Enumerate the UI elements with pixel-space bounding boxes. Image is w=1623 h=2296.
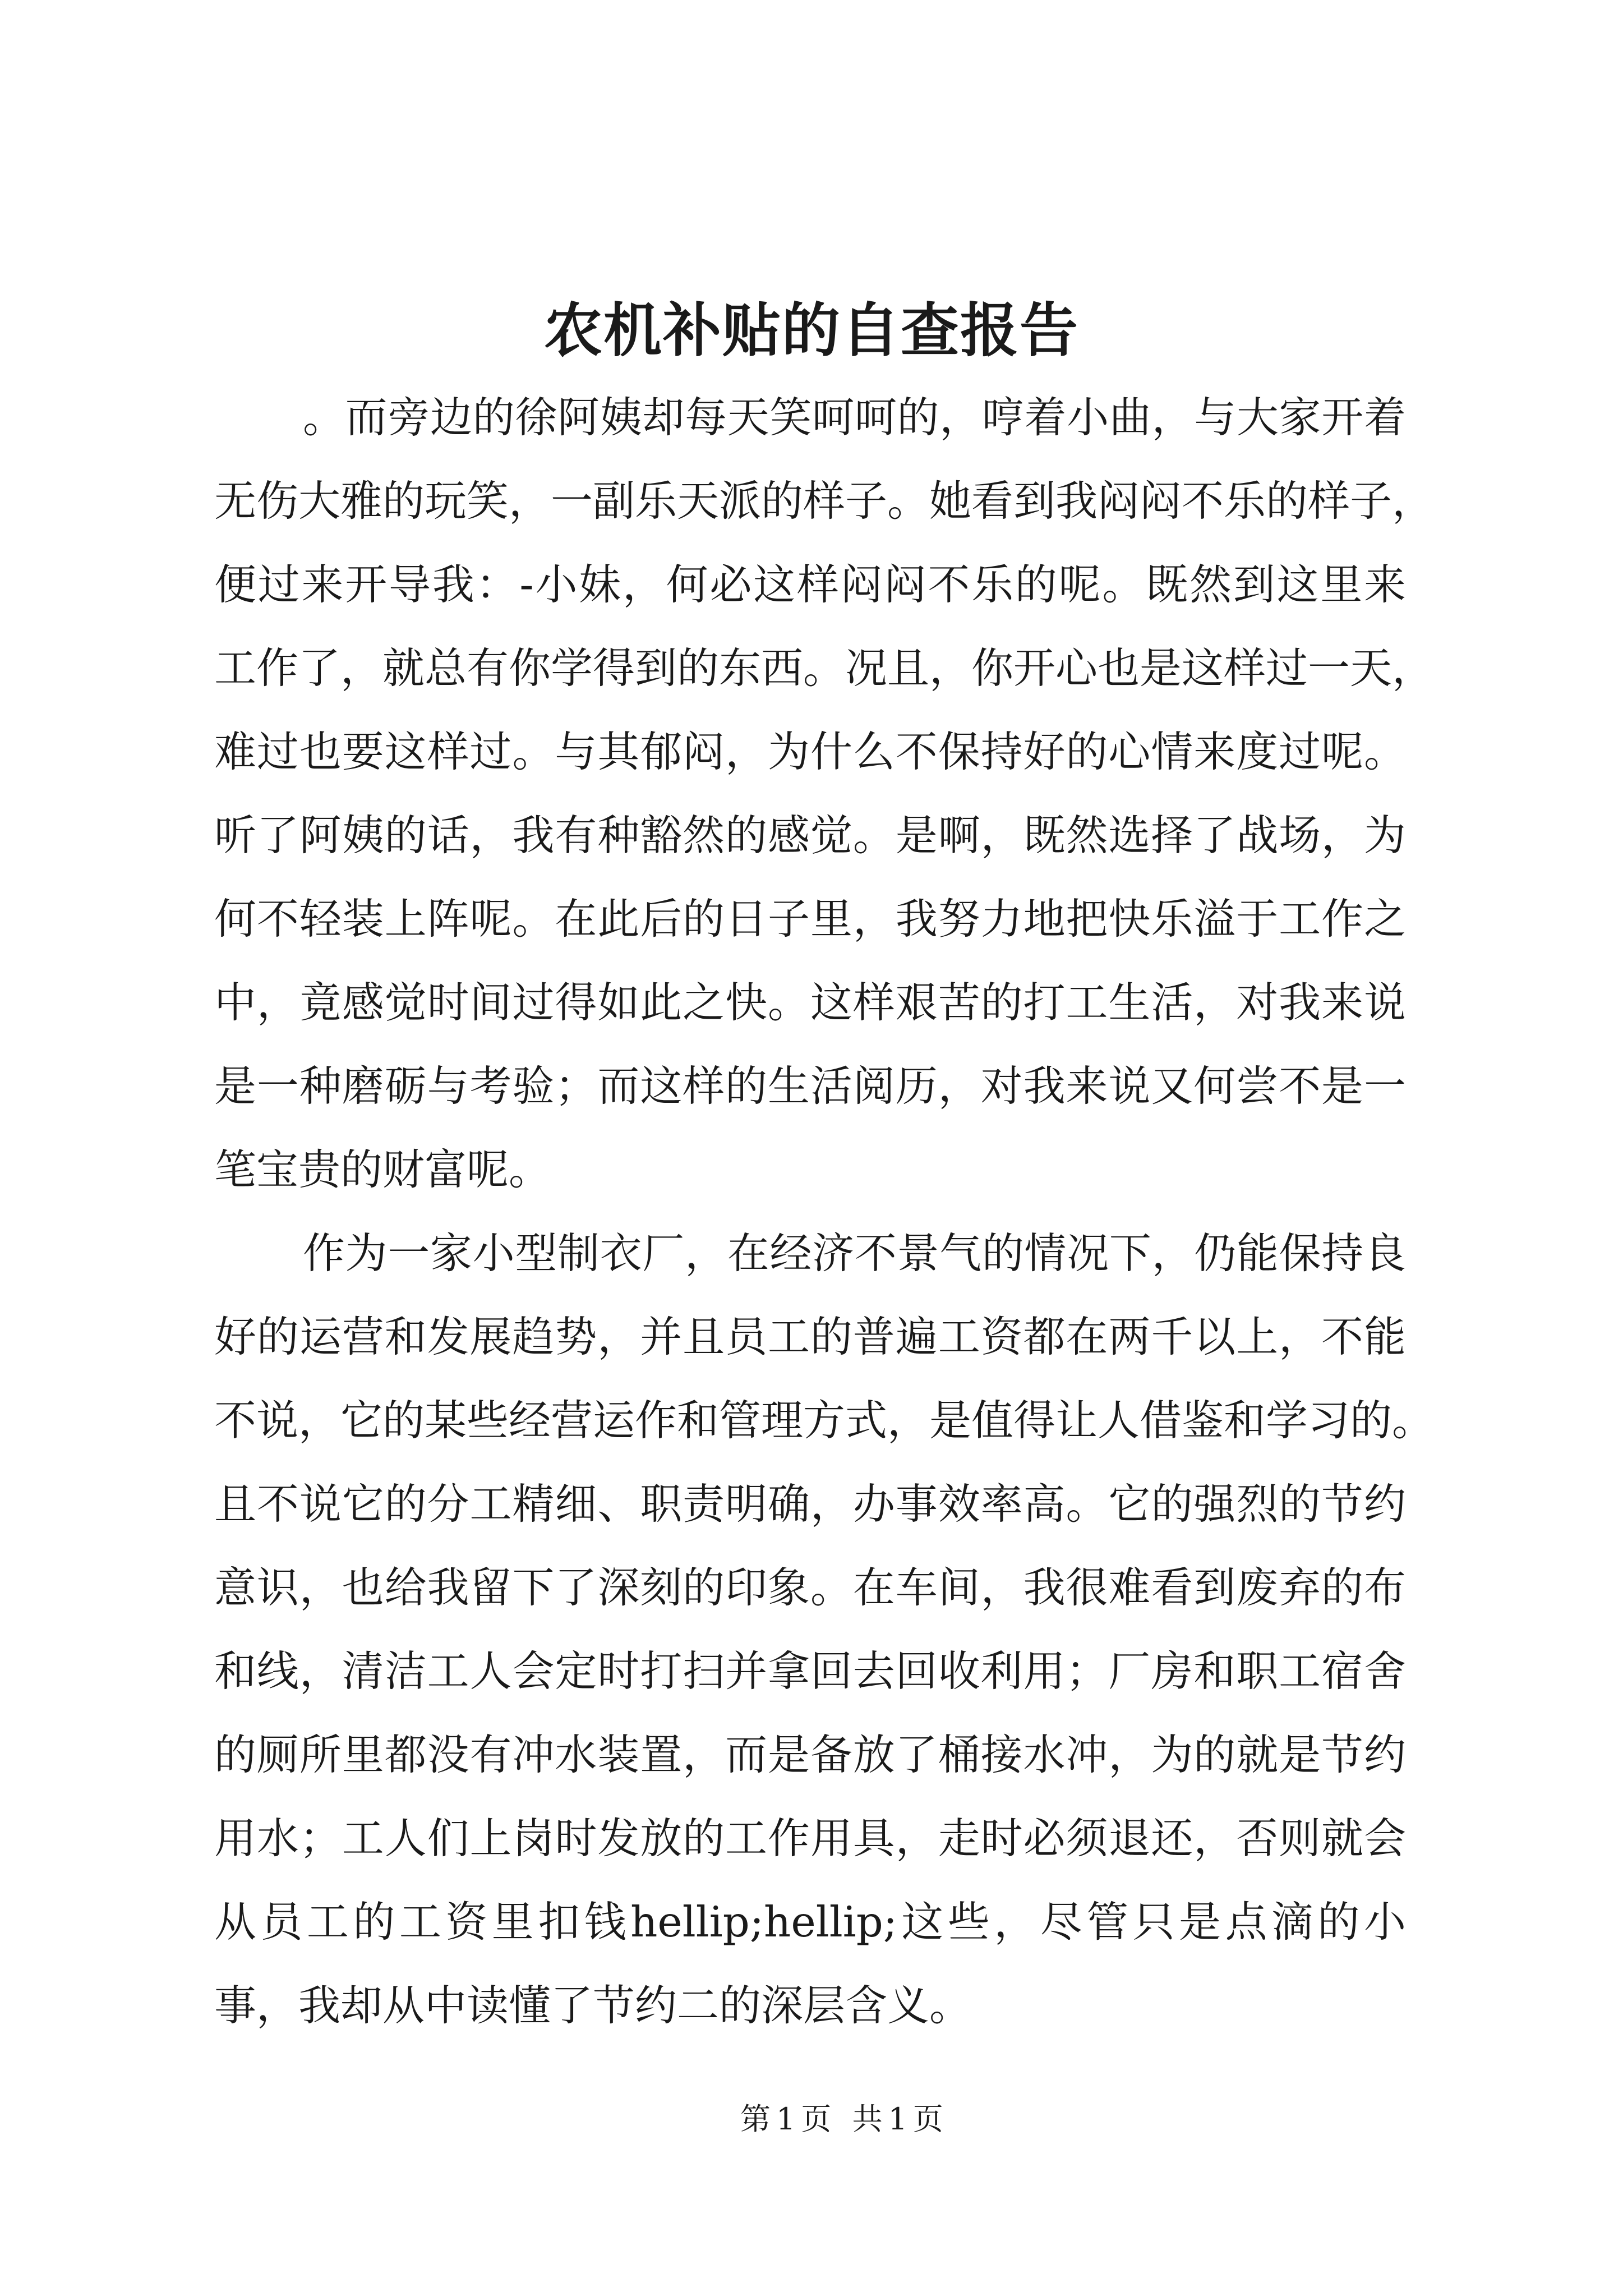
paragraph-line: 用水；工人们上岗时发放的工作用具，走时必须退还，否则就会 bbox=[214, 1814, 1406, 1863]
paragraph-line: 中，竟感觉时间过得如此之快。这样艰苦的打工生活，对我来说 bbox=[214, 978, 1406, 1027]
document-body bbox=[214, 376, 1435, 2047]
paragraph-line: 的厕所里都没有冲水装置，而是备放了桶接水冲，为的就是节约 bbox=[214, 1730, 1406, 1779]
paragraph-line: 听了阿姨的话，我有种豁然的感觉。是啊，既然选择了战场，为 bbox=[214, 811, 1406, 860]
paragraph-line: 工作了，就总有你学得到的东西。况且，你开心也是这样过一天， bbox=[214, 643, 1435, 693]
paragraph-line: 事，我却从中读懂了节约二的深层含义。 bbox=[214, 1981, 972, 2030]
document-title: 农机补贴的自查报告 bbox=[543, 296, 1079, 365]
paragraph-line: 无伤大雅的玩笑，一副乐天派的样子。她看到我闷闷不乐的样子， bbox=[214, 476, 1435, 526]
paragraph-line: 是一种磨砺与考验；而这样的生活阅历，对我来说又何尝不是一 bbox=[214, 1061, 1406, 1111]
paragraph-1 bbox=[214, 376, 1435, 1212]
paragraph-line: 意识，也给我留下了深刻的印象。在车间，我很难看到废弃的布 bbox=[214, 1563, 1406, 1612]
paragraph-line: 从员工的工资里扣钱hellip;hellip;这些，尽管只是点滴的小 bbox=[214, 1897, 1406, 1947]
paragraph-line: 且不说它的分工精细、职责明确，办事效率高。它的强烈的节约 bbox=[214, 1479, 1406, 1529]
paragraph-line: 。而旁边的徐阿姨却每天笑呵呵的，哼着小曲，与大家开着 bbox=[303, 393, 1406, 442]
paragraph-line: 和线，清洁工人会定时打扫并拿回去回收利用；厂房和职工宿舍 bbox=[214, 1646, 1406, 1696]
paragraph-line: 便过来开导我：-小妹，何必这样闷闷不乐的呢。既然到这里来 bbox=[214, 560, 1406, 609]
paragraph-line: 不说，它的某些经营运作和管理方式，是值得让人借鉴和学习的。 bbox=[214, 1396, 1435, 1445]
paragraph-line: 何不轻装上阵呢。在此后的日子里，我努力地把快乐溢于工作之 bbox=[214, 894, 1406, 944]
paragraph-line: 作为一家小型制衣厂，在经济不景气的情况下，仍能保持良 bbox=[303, 1228, 1406, 1278]
paragraph-line: 笔宝贵的财富呢。 bbox=[214, 1145, 551, 1194]
paragraph-line: 难过也要这样过。与其郁闷，为什么不保持好的心情来度过呢。 bbox=[214, 727, 1406, 776]
paragraph-2 bbox=[214, 1212, 1435, 2047]
paragraph-line: 好的运营和发展趋势，并且员工的普遍工资都在两千以上，不能 bbox=[214, 1312, 1406, 1361]
page-number-footer: 第1页 共1页 bbox=[740, 2101, 949, 2137]
